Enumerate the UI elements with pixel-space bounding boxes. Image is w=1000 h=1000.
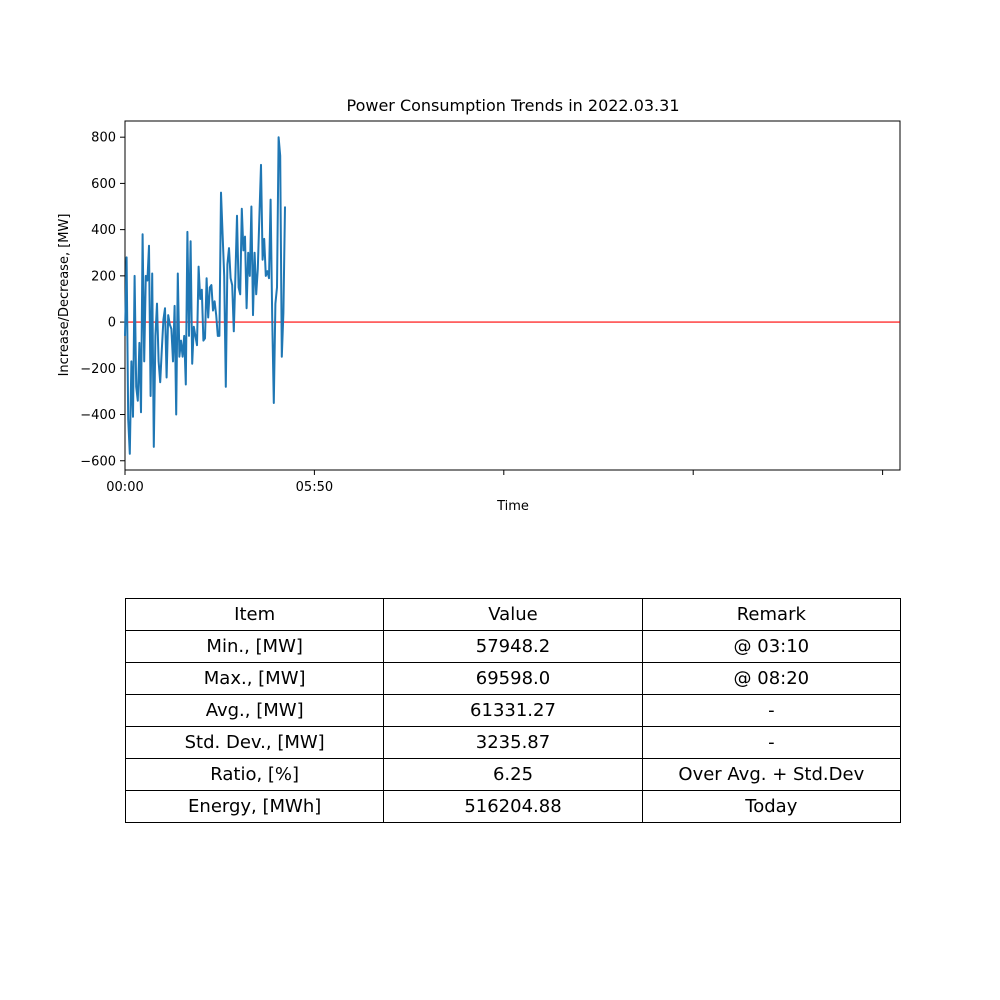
x-tick-label: 00:00 <box>106 480 144 495</box>
table-row <box>126 791 901 823</box>
chart-title: Power Consumption Trends in 2022.03.31 <box>346 96 680 115</box>
table-header-row <box>126 599 901 631</box>
y-tick-label: 200 <box>91 269 116 285</box>
stats-table <box>125 598 901 823</box>
table-cell: 57948.2 <box>384 631 642 663</box>
table-row <box>126 663 901 695</box>
series-line <box>125 137 285 454</box>
plot-area <box>80 121 900 495</box>
y-tick-label: −400 <box>80 408 116 424</box>
table-row <box>126 727 901 759</box>
y-axis-label: Increase/Decrease, [MW] <box>57 213 72 377</box>
table-cell: Min., [MW] <box>126 631 384 663</box>
table-row <box>126 759 901 791</box>
y-tick-label: 400 <box>91 223 116 239</box>
table-header-cell: Value <box>384 599 642 631</box>
table-cell: Over Avg. + Std.Dev <box>642 759 900 791</box>
table-cell: 61331.27 <box>384 695 642 727</box>
y-tick-label: −600 <box>80 454 116 470</box>
table-cell: 516204.88 <box>384 791 642 823</box>
table-cell: - <box>642 695 900 727</box>
table-row <box>126 631 901 663</box>
table-cell: Today <box>642 791 900 823</box>
table-cell: Ratio, [%] <box>126 759 384 791</box>
table-cell: Std. Dev., [MW] <box>126 727 384 759</box>
y-tick-label: 600 <box>91 176 116 192</box>
table-cell: Energy, [MWh] <box>126 791 384 823</box>
table-cell: 69598.0 <box>384 663 642 695</box>
table-cell: @ 03:10 <box>642 631 900 663</box>
table-header-cell: Remark <box>642 599 900 631</box>
table-cell: 3235.87 <box>384 727 642 759</box>
table-cell: - <box>642 727 900 759</box>
y-tick-label: 0 <box>107 315 116 331</box>
x-tick-label: 05:50 <box>295 480 334 495</box>
x-axis-label: Time <box>497 499 529 514</box>
table-cell: Avg., [MW] <box>126 695 384 727</box>
y-tick-label: 800 <box>91 130 116 146</box>
y-tick-label: −200 <box>80 361 116 377</box>
table-cell: @ 08:20 <box>642 663 900 695</box>
table-header-cell: Item <box>126 599 384 631</box>
plot-frame <box>125 121 900 470</box>
table-row <box>126 695 901 727</box>
table-cell: Max., [MW] <box>126 663 384 695</box>
table-cell: 6.25 <box>384 759 642 791</box>
